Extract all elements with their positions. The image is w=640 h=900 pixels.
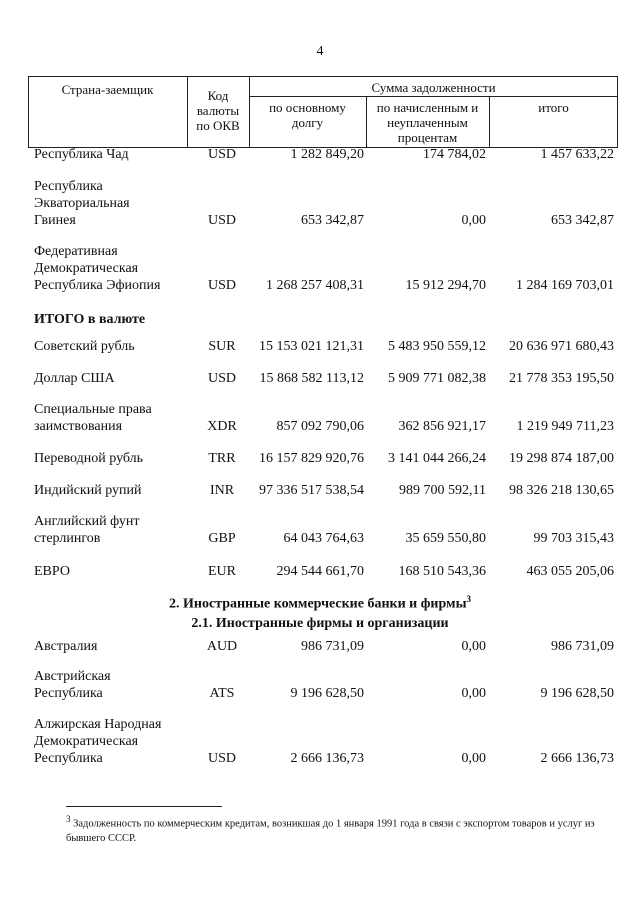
section-heading-2 [0, 594, 640, 613]
row-interest: 168 510 543,36 [398, 564, 486, 579]
row-currency-code: EUR [208, 564, 236, 579]
row-country-name [34, 178, 194, 229]
row-country-name-line: Английский фунт [34, 514, 140, 529]
row-currency-code: AUD [206, 639, 238, 654]
row-country-name [34, 668, 194, 702]
row-country-name [34, 638, 194, 655]
row-total: 19 298 874 187,00 [509, 451, 614, 466]
row-total: 20 636 971 680,43 [509, 339, 614, 354]
row-currency-code: GBP [208, 531, 236, 546]
row-principal: 653 342,87 [301, 213, 364, 228]
row-principal: 9 196 628,50 [290, 686, 364, 701]
footnote [66, 812, 626, 846]
header-interest-line: по начисленным и [376, 100, 479, 115]
header-interest-line: неуплаченным [387, 115, 468, 130]
row-currency-code: USD [207, 213, 236, 228]
row-principal: 1 268 257 408,31 [266, 278, 364, 293]
row-currency-code: INR [209, 483, 235, 498]
row-principal: 15 868 582 113,12 [259, 371, 364, 386]
row-country-name-line: Австралия [34, 639, 98, 654]
row-country-name-line: ЕВРО [34, 564, 70, 579]
row-country-name [34, 146, 194, 163]
row-country-name [34, 563, 194, 580]
header-total: итого [538, 100, 569, 115]
row-principal: 64 043 764,63 [283, 531, 364, 546]
header-principal [249, 100, 366, 130]
row-principal: 2 666 136,73 [290, 751, 364, 766]
row-country-name-line: Республика [34, 179, 103, 194]
row-principal: 857 092 790,06 [276, 419, 364, 434]
row-interest: 174 784,02 [423, 147, 486, 162]
row-country-name-line: Демократическая [34, 261, 139, 276]
header-sum: Сумма задолженности [371, 80, 496, 95]
row-country-name-line: Республика Чад [34, 147, 129, 162]
row-country-name-line: Демократическая [34, 734, 139, 749]
row-principal: 97 336 517 538,54 [259, 483, 364, 498]
row-country-name-line: Федеративная [34, 244, 118, 259]
row-interest: 3 141 044 266,24 [388, 451, 486, 466]
header-interest [366, 100, 489, 145]
row-interest: 5 483 950 559,12 [388, 339, 486, 354]
row-principal: 1 282 849,20 [290, 147, 364, 162]
header-code-line: валюты [196, 103, 240, 118]
row-country-name [34, 338, 194, 355]
row-country-name-line: Алжирская Народная [34, 717, 162, 732]
footnote-divider [66, 806, 222, 807]
row-country-name-line: Советский рубль [34, 339, 135, 354]
row-principal: 16 157 829 920,76 [259, 451, 364, 466]
header-code-line: по ОКВ [196, 118, 240, 133]
row-currency-code: SUR [208, 339, 236, 354]
row-interest: 0,00 [461, 213, 486, 228]
row-country-name [34, 716, 194, 767]
row-interest: 0,00 [461, 751, 486, 766]
row-total: 653 342,87 [551, 213, 614, 228]
row-country-name [34, 401, 194, 435]
row-currency-code: USD [207, 751, 236, 766]
row-country-name-line: Индийский рупий [34, 483, 142, 498]
row-currency-code: USD [207, 147, 236, 162]
header-interest-line: процентам [397, 130, 458, 145]
row-total: 463 055 205,06 [526, 564, 614, 579]
row-country-name-line: Доллар США [34, 371, 115, 386]
row-total: 98 326 218 130,65 [509, 483, 614, 498]
row-principal: 294 544 661,70 [276, 564, 364, 579]
row-interest: 15 912 294,70 [405, 278, 486, 293]
row-country-name-line: стерлингов [34, 531, 101, 546]
row-country-name-line: Экваториальная [34, 196, 130, 211]
row-interest: 5 909 771 082,38 [388, 371, 486, 386]
footnote-text: Задолженность по коммерческим кредитам, возникшая до 1 января 1991 года в связи с экспортом товаров и услуг из бывшего СССР. [66, 818, 595, 844]
row-country-name-line: Гвинея [34, 213, 76, 228]
row-total: 986 731,09 [551, 639, 614, 654]
section-heading-2-1: 2.1. Иностранные фирмы и организации [191, 616, 449, 631]
footnote-ref: 3 [466, 594, 472, 604]
row-currency-code: USD [207, 278, 236, 293]
row-country-name-line: Переводной рубль [34, 451, 144, 466]
row-country-name-line: Республика Эфиопия [34, 278, 161, 293]
row-principal: 986 731,09 [301, 639, 364, 654]
row-total: 1 219 949 711,23 [516, 419, 614, 434]
row-total: 9 196 628,50 [540, 686, 614, 701]
footnote-mark: 3 [66, 814, 71, 824]
row-country-name-line: Республика [34, 751, 103, 766]
row-country-name [34, 243, 194, 294]
row-currency-code: TRR [208, 451, 236, 466]
row-total: 1 457 633,22 [540, 147, 614, 162]
row-country-name-line: Специальные права [34, 402, 152, 417]
row-currency-code: ATS [209, 686, 235, 701]
row-total: 2 666 136,73 [540, 751, 614, 766]
header-code [187, 88, 249, 133]
row-country-name [34, 450, 194, 467]
row-country-name [34, 370, 194, 387]
row-country-name [34, 482, 194, 499]
header-principal-line: по основному [269, 100, 346, 115]
row-interest: 362 856 921,17 [398, 419, 486, 434]
row-interest: 0,00 [461, 639, 486, 654]
row-currency-code: USD [207, 371, 236, 386]
row-interest: 989 700 592,11 [399, 483, 486, 498]
row-currency-code: XDR [207, 419, 237, 434]
header-country: Страна-заемщик [61, 82, 154, 97]
header-divider [249, 96, 618, 97]
row-country-name-line: заимствования [34, 419, 123, 434]
header-code-line: Код [207, 88, 229, 103]
row-total: 21 778 353 195,50 [509, 371, 614, 386]
section-heading-2-text: 2. Иностранные коммерческие банки и фирмы [168, 596, 467, 612]
total-heading-label: ИТОГО в валюте [34, 312, 146, 327]
page-number: 4 [316, 44, 324, 59]
row-total: 99 703 315,43 [533, 531, 614, 546]
row-country-name-line: Австрийская [34, 669, 111, 684]
row-interest: 0,00 [461, 686, 486, 701]
header-principal-line: долгу [291, 115, 324, 130]
row-principal: 15 153 021 121,31 [259, 339, 364, 354]
row-country-name [34, 513, 194, 547]
row-country-name-line: Республика [34, 686, 103, 701]
row-total: 1 284 169 703,01 [516, 278, 614, 293]
row-interest: 35 659 550,80 [405, 531, 486, 546]
